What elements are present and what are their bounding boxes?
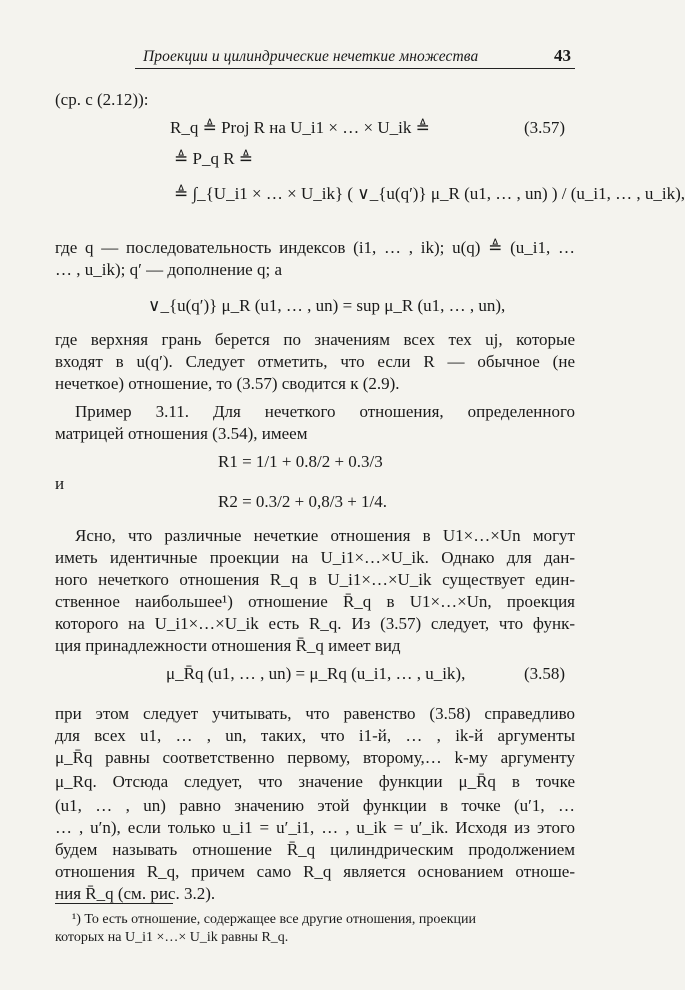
text-line: ция принадлежности отношения R̄_q имеет вид — [55, 636, 401, 655]
footnote-line: которых на U_i1 ×…× U_ik равны R_q. — [55, 930, 289, 945]
text-line: отношения R_q, причем само R_q является основанием отноше- — [55, 862, 575, 881]
text-line: при этом следует учитывать, что равенство (3.58) справедливо — [55, 704, 575, 723]
text-line: где q — последовательность индексов (i1, … , ik); u(q) ≜ (u_i1, … — [55, 238, 575, 257]
text-line: которого на U_i1×…×U_ik есть R_q. Из (3.57) следует, что функ- — [55, 614, 575, 633]
text-line: Ясно, что различные нечеткие отношения в U1×…×Un могут — [75, 526, 575, 545]
equation-R1: R1 = 1/1 + 0.8/2 + 0.3/3 — [218, 452, 383, 471]
text-line: … , u_ik); q′ — дополнение q; а — [55, 260, 282, 279]
text-line: и — [55, 474, 65, 493]
running-title: Проекции и цилиндрические нечеткие множества — [143, 48, 479, 65]
text-line: … , u′n), если только u_i1 = u′_i1, … , u_ik = u′_ik. Исходя из этого — [55, 818, 575, 837]
page-header — [135, 46, 575, 69]
text-line: где верхняя грань берется по значениям всех тех uj, которые — [55, 330, 575, 349]
text-line: ственное наибольшее¹) отношение R̄_q в U1×…×Un, проекция — [55, 592, 575, 611]
equation-number: (3.58) — [524, 664, 566, 683]
text-line: нечеткое) отношение, то (3.57) сводится к (2.9). — [55, 374, 400, 393]
equation-3-58: μ_R̄q (u1, … , un) = μ_Rq (u_i1, … , u_ik), — [166, 664, 466, 683]
equation-3-57-line-2: ≜ P_q R ≜ — [174, 149, 254, 168]
text-line: (u1, … , un) равно значению этой функции в точке (u′1, … — [55, 796, 575, 815]
page-number: 43 — [554, 46, 571, 65]
footnote-line: ¹) То есть отношение, содержащее все другие отношения, проекции — [72, 912, 477, 927]
equation-sup: ∨_{u(q′)} μ_R (u1, … , un) = sup μ_R (u1, … , un), — [148, 296, 506, 315]
equation-3-57-line-3: ≜ ∫_{U_i1 × … × U_ik} ( ∨_{u(q′)} μ_R (u1, … , un) ) / (u_i1, … , u_ik), — [174, 184, 685, 203]
text-line: μ_Rq. Отсюда следует, что значение функции μ_R̄q в точке — [55, 772, 575, 791]
text-line: для всех u1, … , un, таких, что i1-й, … , ik-й аргументы — [55, 726, 575, 745]
example-heading: Пример 3.11. Для нечеткого отношения, определенного — [75, 402, 575, 421]
text-line: иметь идентичные проекции на U_i1×…×U_ik. Однако для дан- — [55, 548, 575, 567]
text-line: входят в u(q′). Следует отметить, что если R — обычное (не — [55, 352, 575, 371]
equation-R2: R2 = 0.3/2 + 0,8/3 + 1/4. — [218, 492, 388, 511]
text-line: ния R̄_q (см. рис. 3.2). — [55, 884, 216, 903]
text-line: μ_R̄q равны соответственно первому, второму,… k-му аргументу — [55, 748, 575, 767]
text-line: (ср. с (2.12)): — [55, 90, 149, 109]
equation-number: (3.57) — [524, 118, 566, 137]
footnote-rule — [55, 903, 173, 904]
equation-3-57-line-1: R_q ≜ Proj R на U_i1 × … × U_ik ≜ — [170, 118, 430, 137]
text-line: матрицей отношения (3.54), имеем — [55, 424, 308, 443]
text-line: ного нечеткого отношения R_q в U_i1×…×U_ik существует един- — [55, 570, 575, 589]
text-line: будем называть отношение R̄_q цилиндрическим продолжением — [55, 840, 575, 859]
